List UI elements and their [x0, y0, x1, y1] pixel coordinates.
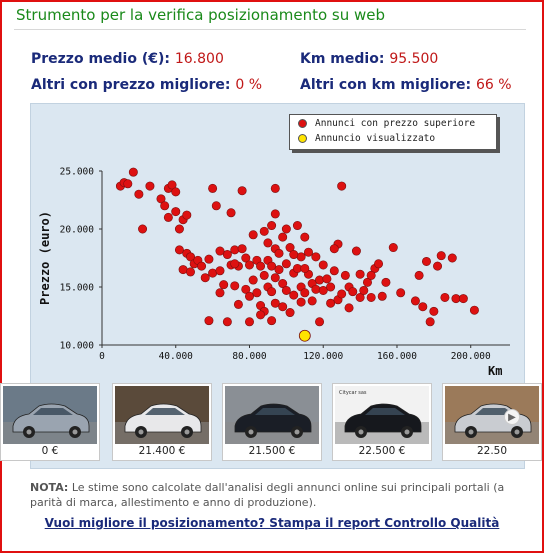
note-label: NOTA: — [30, 481, 69, 494]
note-text — [30, 480, 525, 510]
data-point[interactable] — [197, 262, 205, 270]
data-point[interactable] — [172, 188, 180, 196]
y-tick-label: 25.000 — [59, 166, 94, 178]
data-point[interactable] — [286, 308, 294, 316]
data-point[interactable] — [360, 286, 368, 294]
data-point[interactable] — [208, 184, 216, 192]
listing-price: 22.500 € — [358, 445, 406, 457]
data-point[interactable] — [422, 257, 430, 265]
data-point[interactable] — [315, 318, 323, 326]
data-point[interactable] — [278, 303, 286, 311]
data-point[interactable] — [419, 303, 427, 311]
avg-km-label: Km medio: — [300, 51, 385, 67]
data-point[interactable] — [349, 287, 357, 295]
data-point[interactable] — [260, 271, 268, 279]
data-point[interactable] — [315, 276, 323, 284]
x-tick-label: 80.000 — [232, 351, 267, 362]
listing-carousel — [38, 383, 520, 463]
data-point[interactable] — [231, 260, 239, 268]
data-point[interactable] — [312, 253, 320, 261]
svg-text:Citycar sas: Citycar sas — [339, 390, 367, 396]
data-point[interactable] — [319, 261, 327, 269]
carousel-viewport — [41, 383, 508, 463]
data-point[interactable] — [216, 247, 224, 255]
data-point[interactable] — [129, 168, 137, 176]
data-point[interactable] — [160, 202, 168, 210]
data-point[interactable] — [282, 260, 290, 268]
y-axis-label: Prezzo (euro) — [38, 211, 52, 305]
data-point[interactable] — [282, 286, 290, 294]
car-icon — [335, 386, 429, 444]
listing-card[interactable] — [0, 383, 100, 461]
report-link[interactable]: Vuoi migliore il posizionamento? Stampa il report Controllo Qualità — [44, 516, 500, 530]
legend-label-viewed: Annuncio visualizzato — [315, 133, 436, 144]
data-point[interactable] — [275, 249, 283, 257]
data-point[interactable] — [238, 245, 246, 253]
data-point[interactable] — [260, 227, 268, 235]
data-point[interactable] — [326, 283, 334, 291]
data-point[interactable] — [212, 202, 220, 210]
data-point[interactable] — [135, 190, 143, 198]
data-point[interactable] — [411, 297, 419, 305]
data-point[interactable] — [238, 187, 246, 195]
data-point[interactable] — [249, 231, 257, 239]
data-point[interactable] — [231, 246, 239, 254]
car-photo — [445, 386, 539, 444]
chart-legend — [289, 114, 497, 150]
data-point[interactable] — [301, 289, 309, 297]
x-tick-label: 0 — [99, 351, 105, 362]
viewed-listing-point[interactable] — [299, 330, 310, 341]
x-axis-label: Km — [488, 364, 503, 378]
note-body: Le stime sono calcolate dall'analisi degli annunci online sui principali portali (a parità di marca, allestimento e anno di produzione). — [30, 481, 505, 509]
data-point[interactable] — [175, 225, 183, 233]
car-icon — [115, 386, 209, 444]
data-point[interactable] — [301, 264, 309, 272]
data-point[interactable] — [382, 278, 390, 286]
data-point[interactable] — [352, 247, 360, 255]
listing-price: 22.50 — [476, 445, 508, 457]
data-point[interactable] — [172, 207, 180, 215]
data-point[interactable] — [219, 280, 227, 288]
data-point[interactable] — [374, 260, 382, 268]
avg-price-value: 16.800 — [174, 51, 224, 67]
data-point[interactable] — [256, 311, 264, 319]
x-tick-label: 40.000 — [158, 351, 193, 362]
listing-card[interactable] — [332, 383, 432, 461]
data-point[interactable] — [227, 209, 235, 217]
data-point[interactable] — [470, 306, 478, 314]
data-point[interactable] — [356, 270, 364, 278]
data-point[interactable] — [297, 298, 305, 306]
data-point[interactable] — [441, 293, 449, 301]
car-photo — [3, 386, 97, 444]
data-point[interactable] — [330, 267, 338, 275]
data-point[interactable] — [249, 276, 257, 284]
data-point[interactable] — [164, 213, 172, 221]
listing-card[interactable] — [112, 383, 212, 461]
data-point[interactable] — [323, 275, 331, 283]
data-point[interactable] — [264, 239, 272, 247]
car-icon — [225, 386, 319, 444]
data-point[interactable] — [183, 211, 191, 219]
data-point[interactable] — [290, 250, 298, 258]
data-point[interactable] — [271, 210, 279, 218]
x-tick-label: 200.000 — [450, 351, 491, 362]
better-km-label: Altri con km migliore: — [300, 77, 472, 93]
data-point[interactable] — [430, 307, 438, 315]
data-point[interactable] — [223, 318, 231, 326]
car-photo — [115, 386, 209, 444]
legend-item-higher-price — [298, 118, 475, 129]
data-point[interactable] — [448, 254, 456, 262]
data-point[interactable] — [245, 318, 253, 326]
data-point[interactable] — [396, 289, 404, 297]
data-point[interactable] — [271, 274, 279, 282]
chevron-right-icon[interactable]: ▶ — [504, 409, 520, 425]
data-point[interactable] — [124, 180, 132, 188]
car-icon — [3, 386, 97, 444]
data-point[interactable] — [367, 271, 375, 279]
data-point[interactable] — [234, 300, 242, 308]
data-point[interactable] — [216, 267, 224, 275]
x-tick-label: 120.000 — [303, 351, 344, 362]
data-point[interactable] — [367, 293, 375, 301]
data-point[interactable] — [186, 268, 194, 276]
data-point[interactable] — [253, 289, 261, 297]
listing-price: 21.500 € — [248, 445, 296, 457]
data-point[interactable] — [267, 316, 275, 324]
data-point[interactable] — [231, 282, 239, 290]
data-point[interactable] — [205, 255, 213, 263]
data-point[interactable] — [301, 233, 309, 241]
avg-price-label: Prezzo medio (€): — [31, 51, 170, 67]
data-point[interactable] — [426, 318, 434, 326]
data-point[interactable] — [341, 271, 349, 279]
yellow-dot-icon — [298, 134, 307, 143]
data-point[interactable] — [312, 285, 320, 293]
data-point[interactable] — [267, 221, 275, 229]
data-point[interactable] — [378, 292, 386, 300]
legend-item-viewed — [298, 133, 435, 144]
data-point[interactable] — [345, 304, 353, 312]
car-icon — [445, 386, 539, 444]
data-point[interactable] — [433, 262, 441, 270]
data-point[interactable] — [330, 245, 338, 253]
y-tick-label: 15.000 — [59, 282, 94, 294]
data-point[interactable] — [278, 233, 286, 241]
data-point[interactable] — [138, 225, 146, 233]
page-title: Strumento per la verifica posizionamento su web — [16, 6, 386, 24]
data-point[interactable] — [437, 251, 445, 259]
data-point[interactable] — [271, 184, 279, 192]
better-km-value: 66 % — [475, 77, 512, 93]
data-point[interactable] — [245, 261, 253, 269]
data-point[interactable] — [201, 274, 209, 282]
data-point[interactable] — [293, 221, 301, 229]
data-point[interactable] — [337, 182, 345, 190]
data-point[interactable] — [304, 248, 312, 256]
y-tick-label: 20.000 — [59, 224, 94, 236]
listing-card[interactable] — [442, 383, 542, 461]
data-point[interactable] — [282, 225, 290, 233]
listing-price: 21.400 € — [138, 445, 186, 457]
legend-label-higher-price: Annunci con prezzo superiore — [315, 118, 476, 129]
data-point[interactable] — [256, 262, 264, 270]
red-dot-icon — [298, 119, 307, 128]
car-photo — [335, 386, 429, 444]
better-price-value: 0 % — [235, 77, 263, 93]
data-point[interactable] — [290, 291, 298, 299]
listing-card[interactable] — [222, 383, 322, 461]
data-point[interactable] — [275, 265, 283, 273]
car-photo — [225, 386, 319, 444]
better-price-label: Altri con prezzo migliore: — [31, 77, 231, 93]
data-point[interactable] — [205, 316, 213, 324]
data-point[interactable] — [216, 289, 224, 297]
y-tick-label: 10.000 — [59, 340, 94, 352]
data-point[interactable] — [337, 290, 345, 298]
data-point[interactable] — [415, 271, 423, 279]
data-point[interactable] — [459, 294, 467, 302]
avg-km-value: 95.500 — [389, 51, 439, 67]
data-point[interactable] — [267, 287, 275, 295]
data-point[interactable] — [389, 243, 397, 251]
data-point[interactable] — [146, 182, 154, 190]
data-point[interactable] — [308, 297, 316, 305]
listing-price: 0 € — [41, 445, 59, 457]
x-tick-label: 160.000 — [376, 351, 418, 362]
